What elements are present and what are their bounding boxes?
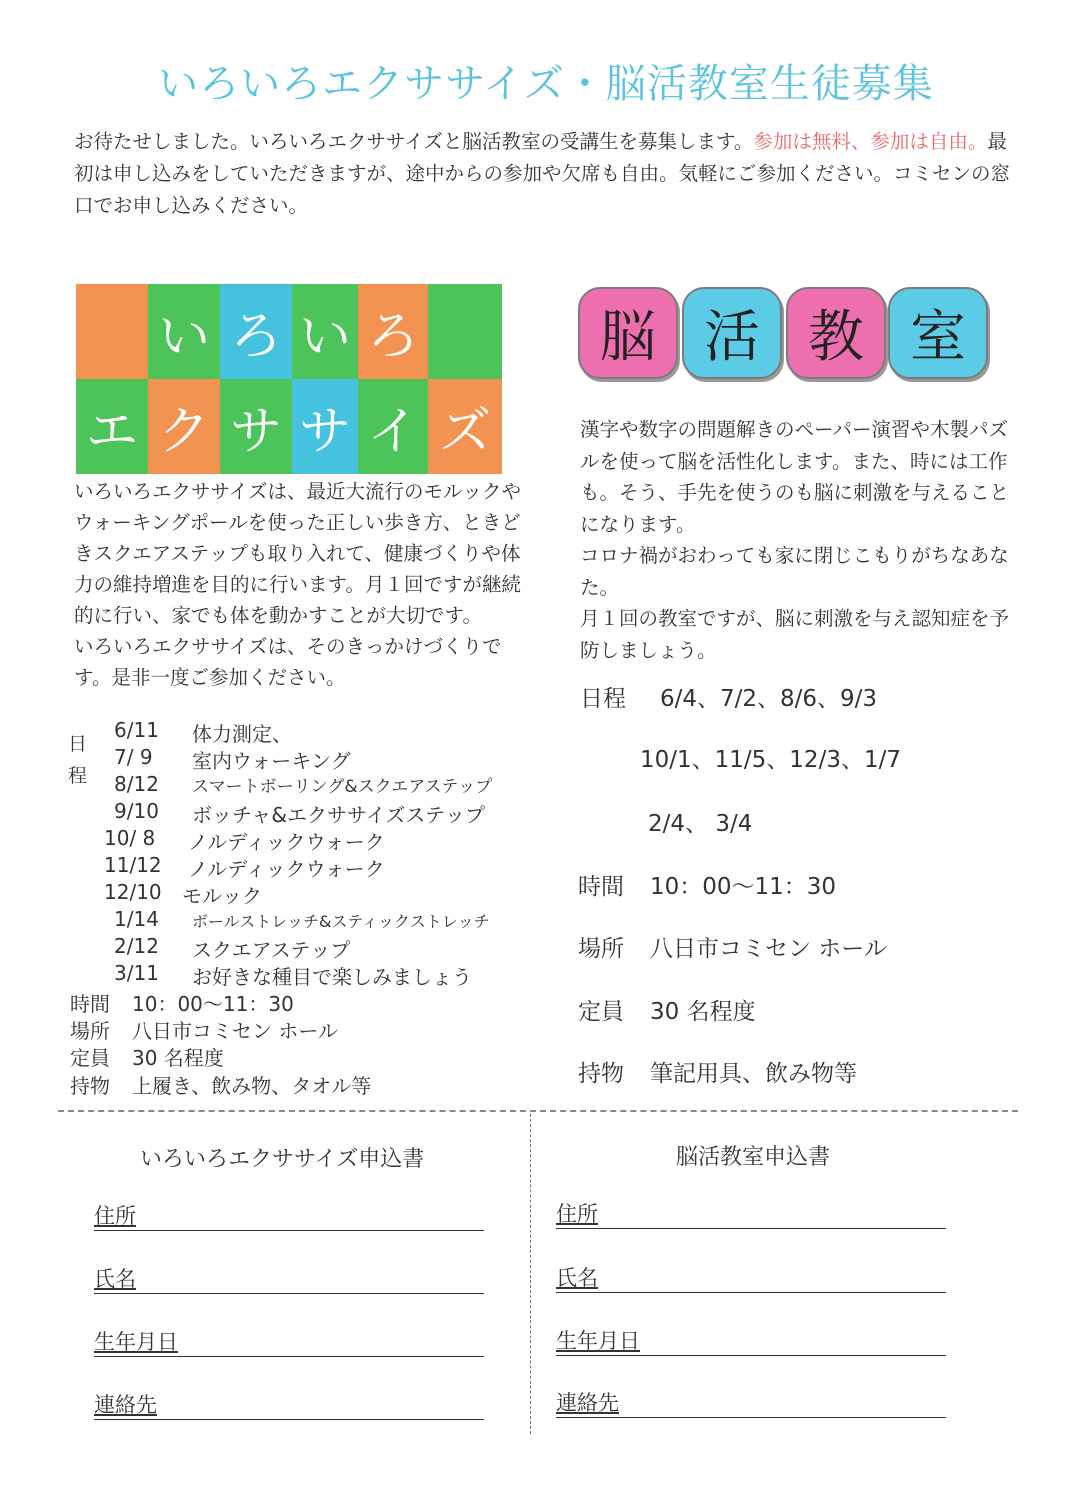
cut-line (58, 1110, 1018, 1112)
field-label: 氏名 (556, 1266, 598, 1290)
brain-contact-field[interactable] (556, 1387, 946, 1418)
schedule-activity: ボッチャ&エクササイズステップ (192, 803, 485, 827)
intro-text-2: 最初は申し込みをしていただきますが、途中からの参加や欠席も自由。気軽にご参加ください。コミセンの窓口でお申し込みください。 (74, 130, 1011, 217)
intro-paragraph (74, 126, 1019, 222)
schedule-row (114, 745, 351, 773)
exercise-address-field[interactable] (94, 1200, 484, 1231)
brain-desc-2: コロナ禍がおわっても家に閉じこもりがちなあなた。 (580, 544, 1009, 599)
info-value: 30 名程度 (650, 999, 756, 1025)
info-label: 持物 (70, 1074, 110, 1098)
info-value: 筆記用具、飲み物等 (650, 1061, 857, 1087)
field-label: 氏名 (94, 1267, 136, 1291)
info-value: 10：00～11：30 (650, 874, 837, 900)
info-row (578, 993, 756, 1026)
schedule-row (104, 880, 262, 908)
exercise-logo-tiles (76, 284, 502, 474)
exercise-name-field[interactable] (94, 1263, 484, 1294)
tile-char: ク (148, 379, 220, 474)
intro-highlight: 参加は無料、参加は自由。 (753, 130, 988, 153)
pill-char: 室 (888, 287, 988, 379)
info-label: 時間 (70, 992, 110, 1016)
exercise-form-title: いろいろエクササイズ申込書 (140, 1147, 425, 1172)
info-row (70, 1015, 338, 1044)
schedule-activity: 体力測定、 (192, 722, 292, 746)
tile-char: ろ (220, 284, 292, 379)
schedule-activity: ボールストレッチ&スティックストレッチ (192, 912, 490, 931)
info-row (578, 1055, 857, 1088)
tile-char: ズ (428, 379, 502, 474)
field-label: 住所 (94, 1204, 136, 1228)
schedule-date: 9/10 (114, 799, 159, 823)
schedule-date: 11/12 (104, 853, 162, 877)
field-label: 住所 (556, 1202, 598, 1226)
info-row (70, 1042, 224, 1071)
brain-name-field[interactable] (556, 1262, 946, 1293)
tile-char: イ (358, 379, 428, 474)
exercise-desc-1: いろいろエクササイズは、最近大流行のモルックやウォーキングポールを使った正しい歩き方、ときどきスクエアステップも取り入れて、健康づくりや体力の維持増進を目的に行います。月１回ですが継続的に行い、家でも体を動かすことが大切です。 (74, 480, 521, 627)
exercise-description (74, 476, 534, 693)
pill-char: 教 (786, 287, 886, 379)
info-label: 定員 (70, 1046, 110, 1070)
info-label: 時間 (578, 874, 624, 900)
tile-char: サ (292, 379, 358, 474)
schedule-activity: スマートボーリング&スクエアステップ (192, 777, 493, 797)
brain-form-title: 脳活教室申込書 (676, 1145, 831, 1170)
info-value: 10：00～11：30 (132, 992, 294, 1016)
schedule-date: 12/10 (104, 880, 162, 904)
brain-birthdate-field[interactable] (556, 1325, 946, 1356)
schedule-activity: モルック (182, 884, 262, 908)
tile-char: サ (220, 379, 292, 474)
info-row (70, 1070, 371, 1099)
info-label: 場所 (578, 936, 624, 962)
tile-blank (76, 284, 148, 379)
exercise-contact-field[interactable] (94, 1389, 484, 1420)
schedule-activity: お好きな種目で楽しみましょう (192, 965, 472, 989)
schedule-row (104, 826, 385, 854)
tile-char: い (292, 284, 358, 379)
schedule-date: 8/12 (114, 772, 159, 796)
brain-schedule-line: 2/4、 3/4 (648, 811, 753, 837)
schedule-date: 7/ 9 (114, 745, 153, 769)
schedule-row (114, 907, 490, 934)
schedule-activity: 室内ウォーキング (192, 749, 351, 773)
schedule-activity: スクエアステップ (192, 938, 351, 962)
brain-description (580, 414, 1010, 666)
schedule-row (104, 853, 385, 881)
schedule-row (114, 799, 485, 827)
brain-schedule-line: 10/1、11/5、12/3、1/7 (640, 747, 901, 773)
field-label: 生年月日 (556, 1329, 640, 1353)
brain-desc-1: 漢字や数字の問題解きのペーパー演習や木製パズルを使って脳を活性化します。また、時には工作も。そう、手先を使うのも脳に刺激を与えることになります。 (580, 418, 1010, 536)
tile-char: ろ (358, 284, 428, 379)
schedule-row (114, 934, 351, 962)
field-label: 連絡先 (556, 1391, 619, 1415)
field-label: 生年月日 (94, 1330, 178, 1354)
info-value: 上履き、飲み物、タオル等 (132, 1074, 372, 1098)
schedule-activity: ノルディックウォーク (188, 857, 385, 881)
tile-blank (428, 284, 502, 379)
schedule-date: 1/14 (114, 907, 159, 931)
schedule-row (114, 718, 292, 746)
info-value: 30 名程度 (132, 1046, 224, 1070)
schedule-date: 2/12 (114, 934, 159, 958)
info-row (578, 868, 836, 901)
schedule-date: 10/ 8 (104, 826, 156, 850)
schedule-date: 3/11 (114, 961, 159, 985)
page-title: いろいろエクササイズ・脳活教室生徒募集 (158, 61, 934, 107)
brain-schedule-line: 6/4、7/2、8/6、9/3 (660, 686, 878, 712)
pill-char: 活 (682, 287, 782, 379)
info-row (70, 988, 294, 1017)
schedule-row (114, 961, 472, 989)
info-label: 定員 (578, 999, 624, 1025)
schedule-date: 6/11 (114, 718, 159, 742)
form-divider (530, 1114, 531, 1434)
info-label: 場所 (70, 1019, 110, 1043)
tile-char: い (148, 284, 220, 379)
brain-desc-3: 月１回の教室ですが、脳に刺激を与え認知症を予防しましょう。 (580, 607, 1010, 662)
info-value: 八日市コミセン ホール (132, 1019, 338, 1043)
intro-text-1: お待たせしました。いろいろエクササイズと脳活教室の受講生を募集します。 (74, 130, 754, 153)
schedule-activity: ノルディックウォーク (188, 830, 385, 854)
schedule-row (114, 772, 493, 799)
pill-char: 脳 (578, 287, 678, 379)
exercise-schedule-label: 日程 (68, 733, 88, 787)
info-label: 持物 (578, 1061, 624, 1087)
info-value: 八日市コミセン ホール (650, 936, 887, 962)
brain-address-field[interactable] (556, 1198, 946, 1229)
info-row (578, 930, 887, 963)
exercise-birthdate-field[interactable] (94, 1326, 484, 1357)
tile-char: エ (76, 379, 148, 474)
field-label: 連絡先 (94, 1393, 157, 1417)
brain-schedule-label: 日程 (580, 686, 626, 712)
exercise-desc-2: いろいろエクササイズは、そのきっかけづくりです。是非一度ご参加ください。 (74, 635, 502, 689)
